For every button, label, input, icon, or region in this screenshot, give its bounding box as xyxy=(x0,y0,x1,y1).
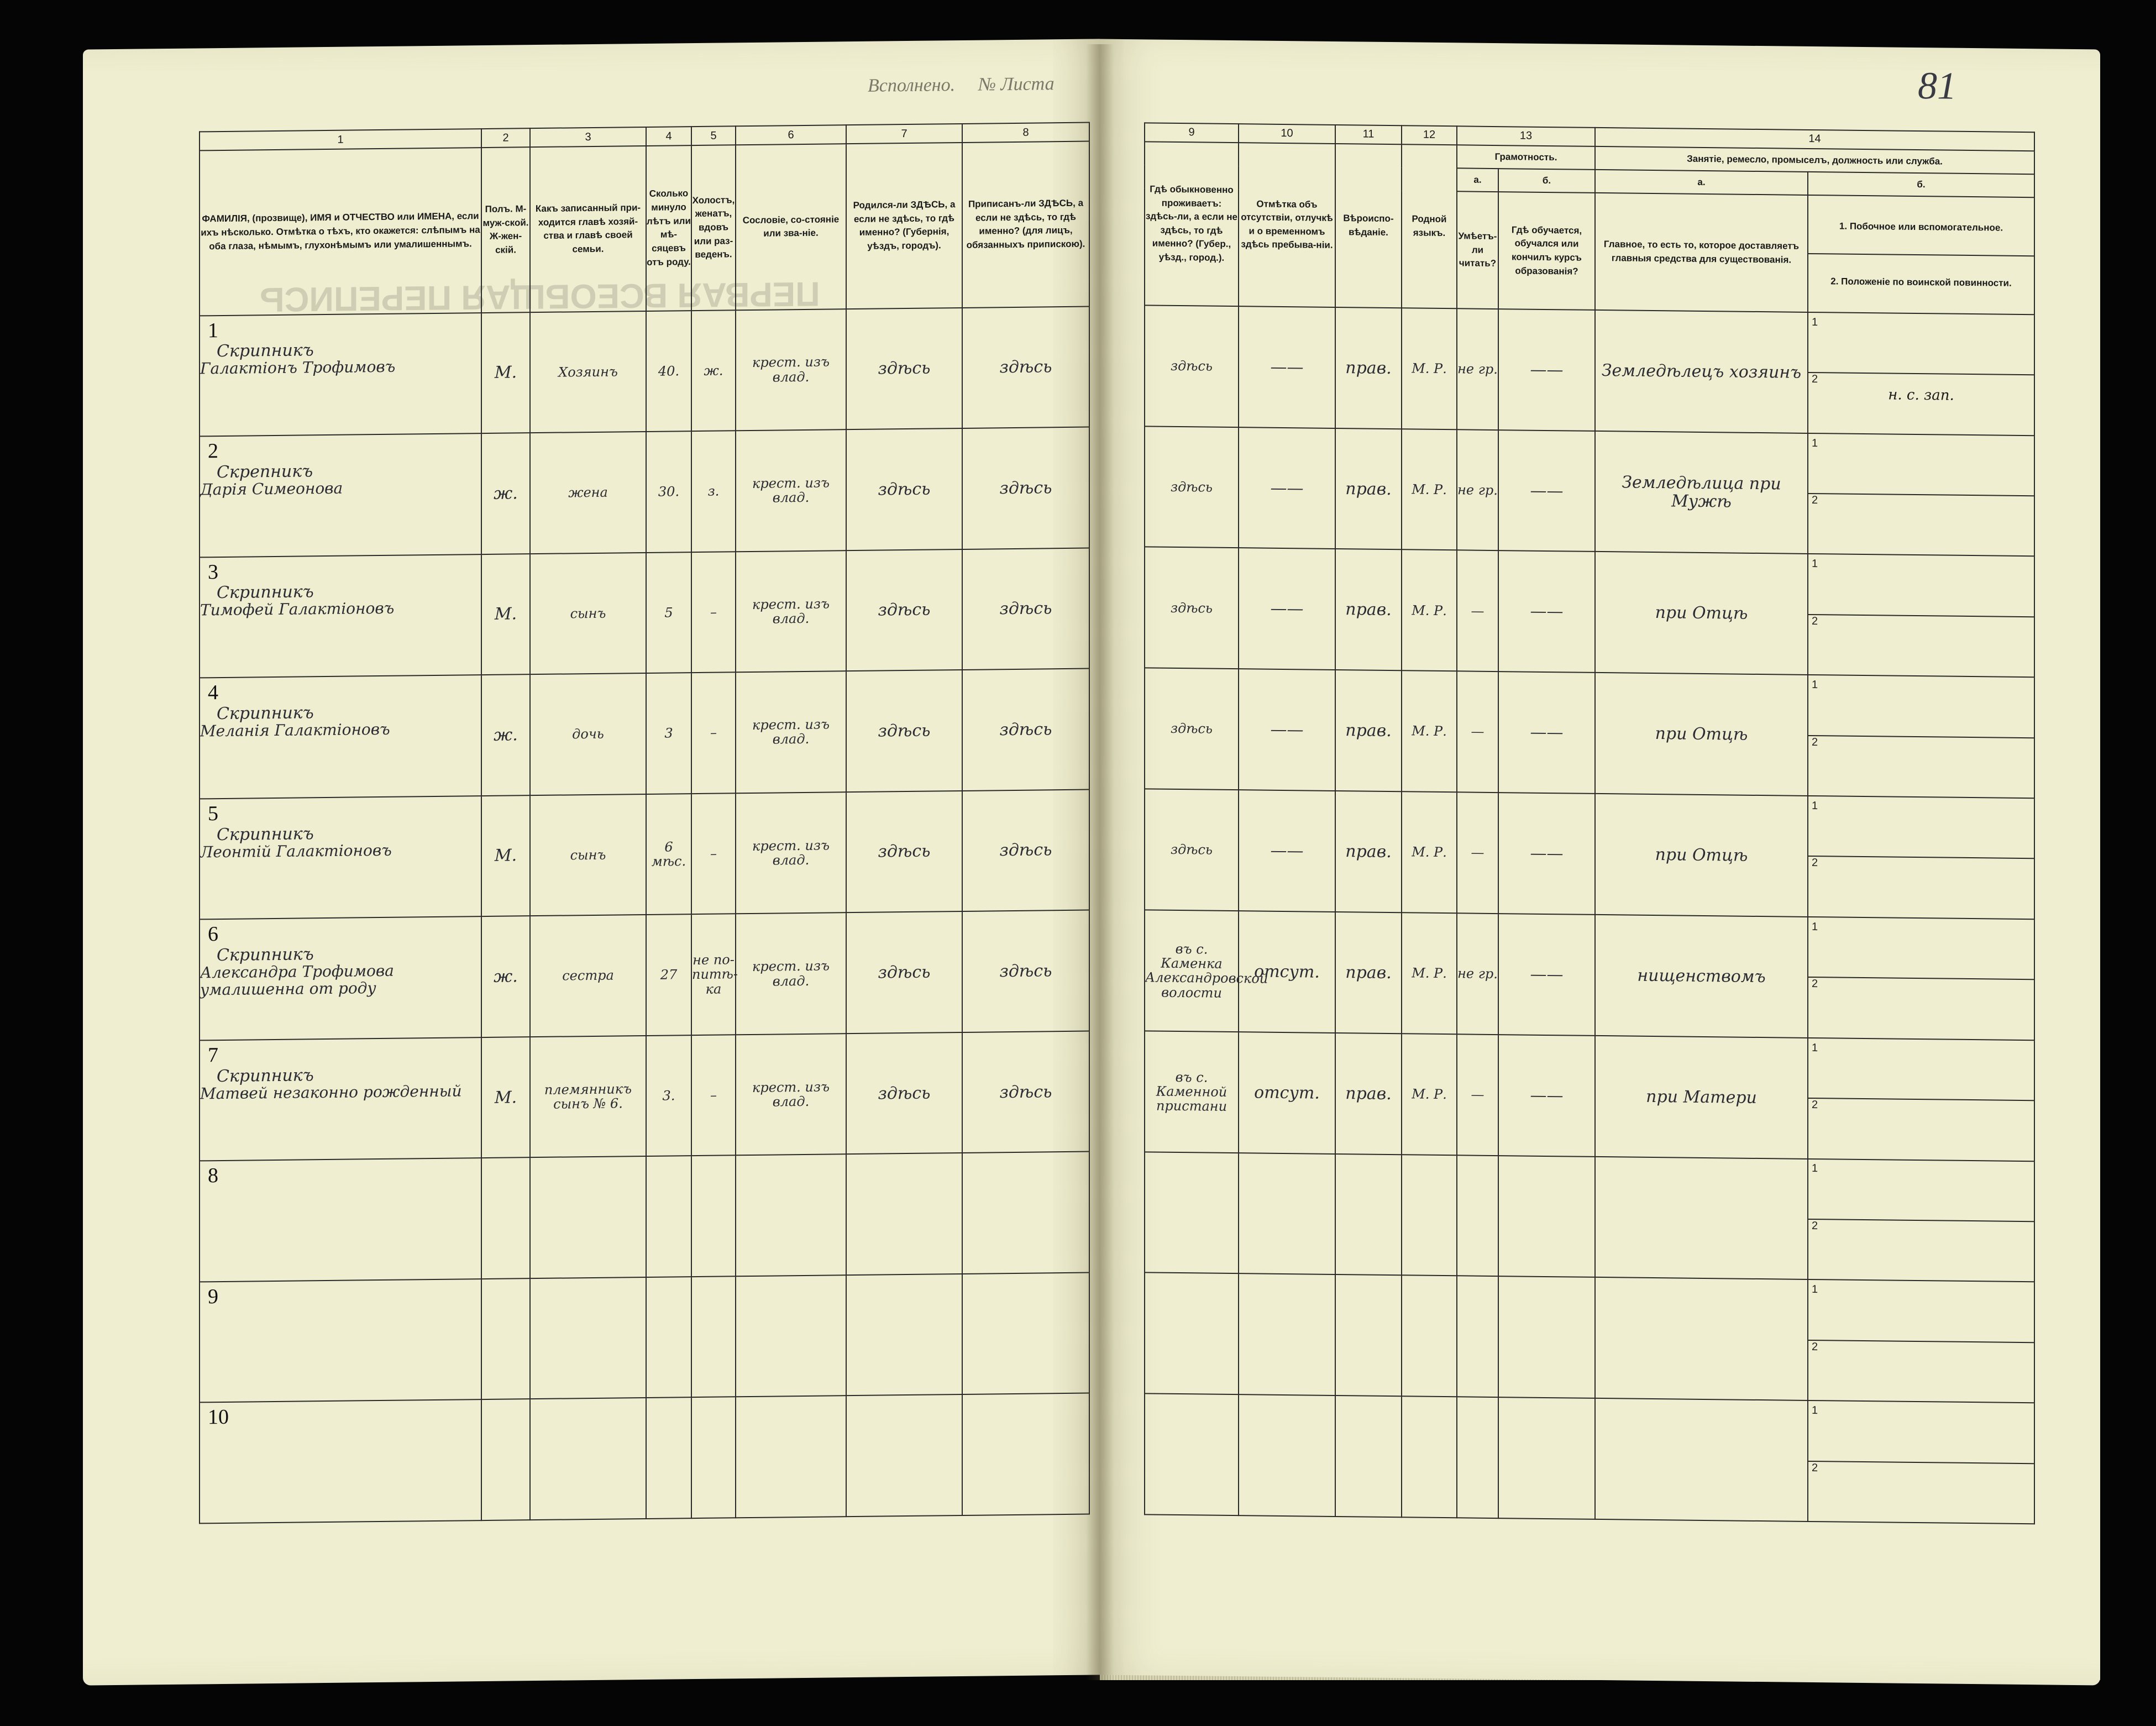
print-header-sheet-number: № Листа xyxy=(978,74,1055,95)
header-born: Родился-ли ЗДѢСЬ, а если не здѣсь, то гдѣ именно? (Губернія, уѣздъ, городъ). xyxy=(846,143,962,309)
header-residence: Гдѣ обыкновенно проживаетъ: здѣсь-ли, а если не здѣсь, то гдѣ именно? (Губер., уѣзд., город.). xyxy=(1145,141,1239,306)
faith-cell xyxy=(1335,1153,1402,1275)
ascribed-cell xyxy=(962,1272,1089,1394)
row-number: 7 xyxy=(208,1043,218,1067)
absence-cell xyxy=(1239,1153,1335,1275)
absence-cell: —— xyxy=(1239,548,1335,670)
name-cell xyxy=(200,675,481,799)
table-row xyxy=(1145,305,2034,436)
table-row xyxy=(200,1272,1089,1402)
education-cell: —— xyxy=(1498,793,1595,915)
slot-label-2: 2 xyxy=(1812,857,1818,869)
estate-cell xyxy=(736,1275,846,1397)
can-read-cell: — xyxy=(1457,1034,1498,1156)
language-cell: М. Р. xyxy=(1402,550,1457,671)
education-cell xyxy=(1498,1397,1595,1519)
faith-cell: прав. xyxy=(1335,428,1402,550)
slot-label-1: 1 xyxy=(1812,799,1818,812)
estate-cell: крест. изъ влад. xyxy=(736,429,846,552)
absence-cell: —— xyxy=(1239,427,1335,549)
surname: Скрипникъ xyxy=(217,582,314,603)
born-cell xyxy=(846,1274,962,1396)
sex-cell xyxy=(481,1399,530,1521)
military-slot xyxy=(1808,1341,2034,1399)
header-estate: Сословіе, со-стояніе или зва-ніе. xyxy=(736,144,846,310)
name-cell xyxy=(200,796,481,920)
table-row xyxy=(1145,1273,2034,1403)
slot-label-2: 2 xyxy=(1812,373,1818,386)
given-names: Тимофей Галактіоновъ xyxy=(200,599,395,620)
age-cell: 5 xyxy=(646,552,691,673)
relation-cell: сестра xyxy=(530,915,646,1037)
ascribed-cell: здѣсь xyxy=(962,669,1089,791)
print-header-left: Всполнено. xyxy=(868,75,956,96)
header-language: Родной языкъ. xyxy=(1402,144,1457,308)
sex-cell xyxy=(481,1157,530,1278)
residence-cell xyxy=(1145,1393,1239,1515)
header-faith: Вѣроиспо-вѣданіе. xyxy=(1335,144,1402,308)
born-cell xyxy=(846,1153,962,1275)
military-value: н. с. зап. xyxy=(1888,386,1954,404)
language-cell: М. Р. xyxy=(1402,1033,1457,1155)
language-cell xyxy=(1402,1155,1457,1276)
slot-label-1: 1 xyxy=(1812,316,1818,328)
faith-cell: прав. xyxy=(1335,307,1402,429)
row-number: 8 xyxy=(208,1164,218,1188)
surname: Скрипникъ xyxy=(217,823,314,844)
marital-cell: не по-питѣ-ка xyxy=(691,914,736,1035)
given-names xyxy=(200,1203,481,1206)
born-cell xyxy=(846,1394,962,1517)
can-read-cell xyxy=(1457,1276,1498,1398)
residence-cell xyxy=(1145,1152,1239,1274)
sex-cell: М. xyxy=(481,312,530,433)
language-cell: М. Р. xyxy=(1402,308,1457,429)
marital-cell: – xyxy=(691,672,736,793)
estate-cell: крест. изъ влад. xyxy=(736,550,846,673)
right-page xyxy=(1100,39,2100,1686)
secondary-cell xyxy=(1808,675,2034,798)
relation-cell: Хозяинъ xyxy=(530,311,646,433)
name-cell xyxy=(200,916,481,1040)
language-cell xyxy=(1402,1276,1457,1397)
age-cell: 40. xyxy=(646,311,691,432)
given-names xyxy=(200,1324,481,1327)
slot-label-2: 2 xyxy=(1812,494,1818,507)
can-read-cell: — xyxy=(1457,671,1498,793)
col-num-12: 12 xyxy=(1402,125,1457,145)
name-cell xyxy=(200,1037,481,1161)
age-cell: 6 мѣс. xyxy=(646,794,691,915)
slot-label-2: 2 xyxy=(1812,1219,1818,1232)
residence-cell: здѣсь xyxy=(1145,789,1239,911)
military-slot xyxy=(1808,494,2034,553)
slot-label-2: 2 xyxy=(1812,1340,1818,1353)
given-names: Дарія Симеонова xyxy=(200,479,343,499)
ascribed-cell xyxy=(962,1393,1089,1515)
residence-cell: здѣсь xyxy=(1145,305,1239,427)
age-cell: 27 xyxy=(646,914,691,1035)
row-number: 1 xyxy=(208,318,218,342)
faith-cell xyxy=(1335,1274,1402,1396)
col-num-10: 10 xyxy=(1239,124,1335,144)
col-num-5: 5 xyxy=(691,126,736,145)
book-spine xyxy=(1086,44,1114,1680)
main-occupation-cell: при Матери xyxy=(1595,1036,1808,1159)
table-row xyxy=(200,669,1089,799)
table-row xyxy=(1145,910,2034,1040)
ascribed-cell: здѣсь xyxy=(962,1031,1089,1153)
slot-label-2: 2 xyxy=(1812,1461,1818,1474)
bleed-through-title: ПЕРВАЯ ВСЕОБЩАЯ ПЕРЕПИСЬ xyxy=(260,274,820,319)
left-page xyxy=(83,39,1100,1685)
education-cell: —— xyxy=(1498,309,1595,431)
born-cell: здѣсь xyxy=(846,549,962,671)
estate-cell xyxy=(736,1154,846,1276)
can-read-cell: не гр. xyxy=(1457,913,1498,1035)
side-occupation-slot xyxy=(1808,1404,2034,1464)
name-cell xyxy=(200,1399,481,1523)
main-occupation-cell: при Отцѣ xyxy=(1595,673,1808,796)
absence-cell: отсут. xyxy=(1239,1032,1335,1154)
header-military: 2. Положеніе по воинской повинности. xyxy=(1830,276,2012,288)
header-sex: Полъ. М-муж-ской. Ж-жен-скій. xyxy=(481,147,530,312)
age-cell: 3. xyxy=(646,1035,691,1156)
language-cell: М. Р. xyxy=(1402,791,1457,913)
relation-cell: жена xyxy=(530,432,646,554)
side-occupation-slot xyxy=(1808,679,2034,738)
slot-label-1: 1 xyxy=(1812,920,1818,933)
slot-label-2: 2 xyxy=(1812,736,1818,748)
row-number: 5 xyxy=(208,801,218,825)
secondary-cell xyxy=(1808,1400,2034,1524)
age-cell: 3 xyxy=(646,673,691,794)
given-names xyxy=(200,1445,481,1447)
residence-cell: здѣсь xyxy=(1145,547,1239,669)
relation-cell xyxy=(530,1156,646,1278)
marital-cell xyxy=(691,1276,736,1397)
header-14a-letter: а. xyxy=(1595,170,1808,195)
estate-cell: крест. изъ влад. xyxy=(736,792,846,914)
language-cell: М. Р. xyxy=(1402,429,1457,550)
relation-cell xyxy=(530,1277,646,1399)
can-read-cell xyxy=(1457,1397,1498,1518)
table-row xyxy=(200,789,1089,919)
row-number: 6 xyxy=(208,922,218,946)
table-row xyxy=(1145,668,2034,799)
sex-cell: М. xyxy=(481,554,530,675)
header-literacy: Грамотность. xyxy=(1457,145,1595,170)
faith-cell: прав. xyxy=(1335,1033,1402,1155)
born-cell: здѣсь xyxy=(846,1032,962,1155)
surname: Скрепникъ xyxy=(217,461,313,482)
table-row xyxy=(200,1393,1089,1523)
left-col-headers xyxy=(200,141,1089,316)
main-occupation-cell xyxy=(1595,1156,1808,1279)
slot-label-1: 1 xyxy=(1812,437,1818,449)
slot-label-1: 1 xyxy=(1812,1162,1818,1175)
absence-cell xyxy=(1239,1273,1335,1396)
estate-cell: крест. изъ влад. xyxy=(736,671,846,793)
name-cell xyxy=(200,313,481,437)
secondary-cell xyxy=(1808,1279,2034,1403)
marital-cell: з. xyxy=(691,431,736,552)
main-occupation-cell xyxy=(1595,1398,1808,1522)
faith-cell: прав. xyxy=(1335,549,1402,670)
secondary-cell xyxy=(1808,1038,2034,1161)
language-cell xyxy=(1402,1396,1457,1518)
table-row xyxy=(200,427,1089,557)
name-cell xyxy=(200,433,481,557)
census-book xyxy=(83,44,2100,1680)
main-occupation-cell: Земледѣлица при Мужѣ xyxy=(1595,431,1808,554)
name-cell xyxy=(200,1279,481,1403)
military-slot xyxy=(1808,615,2034,674)
relation-cell xyxy=(530,1398,646,1520)
ascribed-cell: здѣсь xyxy=(962,306,1089,428)
given-names: Галактіонъ Трофимовъ xyxy=(200,358,396,378)
main-occupation-cell: при Отцѣ xyxy=(1595,552,1808,675)
born-cell: здѣсь xyxy=(846,911,962,1033)
col-num-6: 6 xyxy=(736,125,846,145)
slot-label-2: 2 xyxy=(1812,615,1818,627)
can-read-cell: — xyxy=(1457,550,1498,672)
row-number: 4 xyxy=(208,681,218,705)
table-row xyxy=(1145,1152,2034,1282)
can-read-cell: не гр. xyxy=(1457,429,1498,551)
header-secondary xyxy=(1808,195,2034,314)
faith-cell xyxy=(1335,1396,1402,1517)
header-13a-letter: а. xyxy=(1457,168,1498,192)
surname: Скрипникъ xyxy=(217,703,314,724)
residence-cell: въ с. Каменной пристани xyxy=(1145,1031,1239,1153)
absence-cell: —— xyxy=(1239,790,1335,912)
born-cell: здѣсь xyxy=(846,428,962,550)
absence-cell xyxy=(1239,1394,1335,1517)
secondary-cell xyxy=(1808,917,2034,1040)
language-cell: М. Р. xyxy=(1402,670,1457,792)
header-education: Гдѣ обучается, обучался или кончилъ курсъ образованія? xyxy=(1498,192,1595,309)
side-occupation-slot xyxy=(1808,1162,2034,1222)
main-occupation-cell xyxy=(1595,1277,1808,1400)
faith-cell: прав. xyxy=(1335,912,1402,1033)
side-occupation-slot xyxy=(1808,1042,2034,1101)
relation-cell: сынъ xyxy=(530,794,646,916)
residence-cell: здѣсь xyxy=(1145,426,1239,548)
row-number: 3 xyxy=(208,560,218,584)
ascribed-cell: здѣсь xyxy=(962,789,1089,911)
header-ascribed: Приписанъ-ли ЗДѢСЬ, а если не здѣсь, то гдѣ именно? (для лицъ, обязанныхъ припискою). xyxy=(962,141,1089,308)
sex-cell: М. xyxy=(481,795,530,916)
secondary-cell xyxy=(1808,554,2034,677)
col-num-14: 14 xyxy=(1595,128,2034,151)
header-absence: Отмѣтка объ отсутствіи, отлучкѣ и о временномъ здѣсь пребыва-ніи. xyxy=(1239,143,1335,307)
col-num-4: 4 xyxy=(646,127,691,146)
can-read-cell xyxy=(1457,1155,1498,1277)
main-occupation-cell: Земледѣлецъ хозяинъ xyxy=(1595,310,1808,433)
education-cell xyxy=(1498,1156,1595,1278)
estate-cell: крест. изъ влад. xyxy=(736,912,846,1035)
military-slot xyxy=(1808,1099,2034,1157)
table-row xyxy=(1145,1393,2034,1524)
relation-cell: племянникъ сынъ № 6. xyxy=(530,1036,646,1158)
table-row xyxy=(1145,789,2034,919)
row-number: 2 xyxy=(208,439,218,463)
age-cell xyxy=(646,1277,691,1398)
military-slot xyxy=(1808,736,2034,795)
education-cell: —— xyxy=(1498,430,1595,552)
military-slot xyxy=(1808,857,2034,915)
born-cell: здѣсь xyxy=(846,670,962,792)
military-slot xyxy=(1808,1220,2034,1278)
side-occupation-slot xyxy=(1808,921,2034,980)
table-row xyxy=(200,306,1089,436)
born-cell: здѣсь xyxy=(846,308,962,430)
ascribed-cell xyxy=(962,1152,1089,1274)
military-slot xyxy=(1808,373,2034,432)
side-occupation-slot xyxy=(1808,800,2034,859)
language-cell: М. Р. xyxy=(1402,912,1457,1034)
education-cell: —— xyxy=(1498,551,1595,673)
table-row xyxy=(200,548,1089,678)
marital-cell: – xyxy=(691,552,736,673)
given-names: Леонтій Галактіоновъ xyxy=(200,841,392,861)
estate-cell xyxy=(736,1396,846,1518)
ascribed-cell: здѣсь xyxy=(962,910,1089,1032)
sex-cell: ж. xyxy=(481,433,530,554)
header-name: ФАМИЛІЯ, (прозвище), ИМЯ и ОТЧЕСТВО или ИМЕНА, если ихъ нѣсколько. Отмѣтка о тѣхъ, кто окажется: слѣпымъ на оба глаза, нѣмымъ, глухонѣмымъ или умалишеннымъ. xyxy=(200,148,481,316)
table-row xyxy=(1145,426,2034,557)
header-occupation: Занятіе, ремесло, промыселъ, должность или служба. xyxy=(1595,146,2034,175)
can-read-cell: не гр. xyxy=(1457,308,1498,430)
header-main-occupation: Главное, то есть то, которое доставляетъ главныя средства для существованія. xyxy=(1595,193,1808,312)
header-can-read: Умѣетъ-ли читать? xyxy=(1457,192,1498,309)
slot-label-2: 2 xyxy=(1812,978,1818,990)
slot-label-1: 1 xyxy=(1812,679,1818,691)
slot-label-1: 1 xyxy=(1812,558,1818,570)
residence-cell: въ с. Каменка Александровской волости xyxy=(1145,910,1239,1032)
header-relation: Какъ записанный при-ходится главѣ хозяй-ства и главѣ своей семьи. xyxy=(530,146,646,312)
absence-cell: —— xyxy=(1239,669,1335,791)
right-census-table xyxy=(1144,122,2035,1524)
born-cell: здѣсь xyxy=(846,791,962,913)
marital-cell xyxy=(691,1156,736,1277)
absence-cell: отсут. xyxy=(1239,911,1335,1033)
given-names: Александра Трофимова умалишенна от роду xyxy=(200,961,394,999)
ascribed-cell: здѣсь xyxy=(962,427,1089,549)
military-slot xyxy=(1808,1462,2034,1520)
table-row xyxy=(200,1031,1089,1161)
estate-cell: крест. изъ влад. xyxy=(736,1033,846,1156)
header-14b-letter: б. xyxy=(1808,172,2034,198)
side-occupation-slot xyxy=(1808,1283,2034,1343)
side-occupation-slot xyxy=(1808,316,2034,376)
table-row xyxy=(1145,547,2034,678)
marital-cell: ж. xyxy=(691,310,736,431)
marital-cell: – xyxy=(691,1035,736,1156)
education-cell: —— xyxy=(1498,914,1595,1036)
table-row xyxy=(200,1152,1089,1282)
main-occupation-cell: нищенствомъ xyxy=(1595,915,1808,1038)
side-occupation-slot xyxy=(1808,558,2034,617)
absence-cell: —— xyxy=(1239,306,1335,428)
slot-label-1: 1 xyxy=(1812,1404,1818,1417)
can-read-cell: — xyxy=(1457,792,1498,914)
side-occupation-slot xyxy=(1808,437,2034,496)
sex-cell xyxy=(481,1278,530,1399)
header-marital: Холостъ, женатъ, вдовъ или раз-веденъ. xyxy=(691,145,736,310)
table-row xyxy=(1145,1031,2034,1161)
table-row xyxy=(200,910,1089,1040)
secondary-cell xyxy=(1808,433,2034,557)
left-census-table xyxy=(199,122,1090,1524)
slot-label-1: 1 xyxy=(1812,1041,1818,1054)
sex-cell: ж. xyxy=(481,916,530,1037)
slot-label-1: 1 xyxy=(1812,1283,1818,1296)
header-side-occupation: 1. Побочное или вспомогательное. xyxy=(1808,199,2034,256)
education-cell: —— xyxy=(1498,1035,1595,1157)
surname: Скрипникъ xyxy=(217,340,314,361)
age-cell xyxy=(646,1397,691,1518)
header-age: Сколько минуло лѣтъ или мѣ-сяцевъ отъ роду. xyxy=(646,145,691,311)
secondary-cell xyxy=(1808,312,2034,436)
education-cell: —— xyxy=(1498,671,1595,794)
marital-cell xyxy=(691,1397,736,1518)
col-num-2: 2 xyxy=(481,128,530,148)
ascribed-cell: здѣсь xyxy=(962,548,1089,670)
row-number: 10 xyxy=(208,1405,229,1429)
residence-cell: здѣсь xyxy=(1145,668,1239,790)
name-cell xyxy=(200,1158,481,1282)
name-cell xyxy=(200,554,481,678)
col-num-11: 11 xyxy=(1335,125,1402,144)
col-num-13: 13 xyxy=(1457,126,1595,146)
surname: Скрипникъ xyxy=(217,945,314,966)
relation-cell: дочь xyxy=(530,673,646,795)
relation-cell: сынъ xyxy=(530,553,646,675)
col-num-7: 7 xyxy=(846,124,962,144)
education-cell xyxy=(1498,1276,1595,1398)
given-names: Матвей незаконно рожденный xyxy=(200,1082,462,1103)
main-occupation-cell: при Отцѣ xyxy=(1595,794,1808,917)
col-num-3: 3 xyxy=(530,127,646,147)
age-cell xyxy=(646,1156,691,1277)
sex-cell: ж. xyxy=(481,674,530,795)
given-names: Меланія Галактіоновъ xyxy=(200,720,390,741)
faith-cell: прав. xyxy=(1335,791,1402,912)
surname: Скрипникъ xyxy=(217,1065,314,1086)
estate-cell: крест. изъ влад. xyxy=(736,309,846,431)
slot-label-2: 2 xyxy=(1812,1099,1818,1111)
secondary-cell xyxy=(1808,796,2034,919)
age-cell: 30. xyxy=(646,431,691,552)
military-slot xyxy=(1808,978,2034,1036)
secondary-cell xyxy=(1808,1158,2034,1282)
marital-cell: – xyxy=(691,793,736,914)
residence-cell xyxy=(1145,1273,1239,1395)
sex-cell: М. xyxy=(481,1037,530,1158)
header-13b-letter: б. xyxy=(1498,169,1595,193)
col-num-9: 9 xyxy=(1145,123,1239,143)
row-number: 9 xyxy=(208,1284,218,1309)
faith-cell: прав. xyxy=(1335,670,1402,791)
col-num-1: 1 xyxy=(200,129,481,150)
folio-number: 81 xyxy=(1918,65,1956,108)
col-num-8: 8 xyxy=(962,123,1089,143)
